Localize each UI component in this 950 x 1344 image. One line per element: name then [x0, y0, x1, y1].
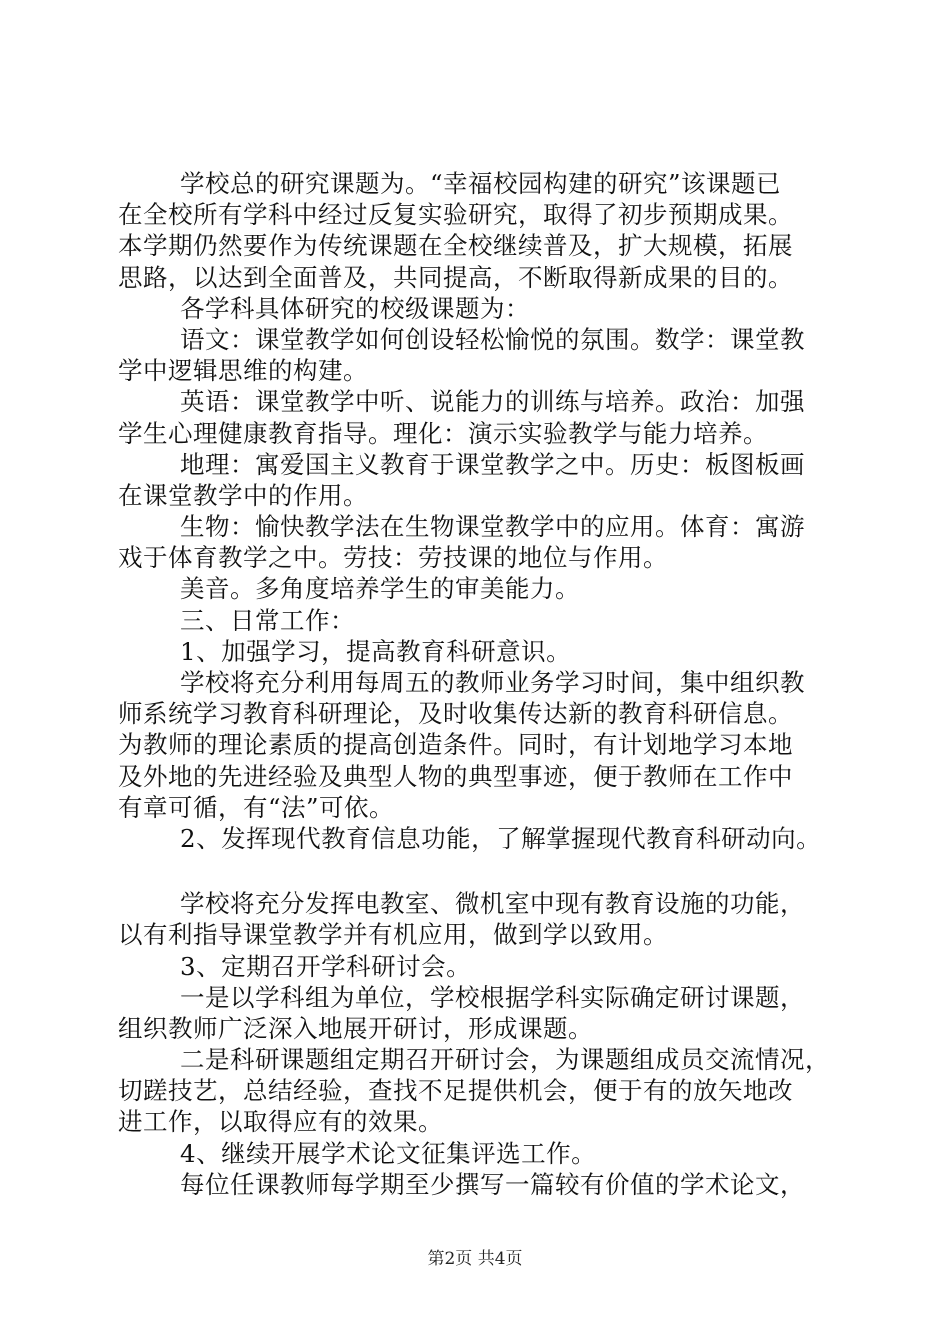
- text-line: 3、定期召开学科研讨会。: [180, 951, 472, 981]
- paragraph: [118, 324, 848, 386]
- paragraph: [118, 982, 848, 1044]
- text-line: 以有利指导课堂教学并有机应用，做到学以致用。: [118, 920, 668, 950]
- paragraph: [118, 888, 848, 950]
- document-body: [118, 168, 848, 1200]
- text-line: 4、继续开展学术论文征集评选工作。: [180, 1138, 597, 1168]
- text-line: 本学期仍然要作为传统课题在全校继续普及，扩大规模，拓展: [118, 231, 793, 261]
- page-footer: 第2页 共4页: [427, 1249, 523, 1269]
- text-line: 为教师的理论素质的提高创造条件。同时，有计划地学习本地: [118, 730, 793, 760]
- text-line: 美音。多角度培养学生的审美能力。: [180, 574, 580, 604]
- paragraph: [118, 636, 848, 667]
- paragraph: [118, 293, 848, 324]
- text-line: 1、加强学习，提高教育科研意识。: [180, 636, 572, 666]
- text-line: 有章可循，有“法”可依。: [118, 792, 395, 822]
- paragraph: [118, 667, 848, 823]
- paragraph: [118, 951, 848, 982]
- text-line: 二是科研课题组定期召开研讨会，为课题组成员交流情况，: [180, 1045, 830, 1075]
- text-line: 组织教师广泛深入地展开研讨，形成课题。: [118, 1013, 593, 1043]
- paragraph: [118, 511, 848, 573]
- text-line: 生物：愉快教学法在生物课堂教学中的应用。体育：寓游: [180, 512, 805, 542]
- text-line: 一是以学科组为单位，学校根据学科实际确定研讨课题，: [180, 982, 805, 1012]
- text-line: 地理：寓爱国主义教育于课堂教学之中。历史：板图板画: [180, 449, 805, 479]
- text-line: 师系统学习教育科研理论，及时收集传达新的教育科研信息。: [118, 699, 793, 729]
- text-line: 进工作，以取得应有的效果。: [118, 1107, 443, 1137]
- text-line: 学校总的研究课题为。“幸福校园构建的研究”该课题已: [180, 169, 782, 198]
- paragraph: [118, 1044, 848, 1138]
- text-line: 学中逻辑思维的构建。: [118, 356, 368, 386]
- paragraph: [118, 386, 848, 448]
- paragraph: [118, 1138, 848, 1169]
- paragraph: [118, 573, 848, 604]
- text-line: 及外地的先进经验及典型人物的典型事迹，便于教师在工作中: [118, 761, 793, 791]
- paragraph: [118, 1169, 848, 1200]
- text-line: 切蹉技艺，总结经验，查找不足提供机会，便于有的放矢地改: [118, 1076, 793, 1106]
- paragraph: [118, 823, 848, 854]
- text-line: 各学科具体研究的校级课题为：: [180, 293, 530, 323]
- paragraph: [118, 168, 848, 293]
- text-line: 学生心理健康教育指导。理化：演示实验教学与能力培养。: [118, 418, 768, 448]
- text-line: 学校将充分利用每周五的教师业务学习时间，集中组织教: [180, 668, 805, 697]
- text-line: 在课堂教学中的作用。: [118, 480, 368, 510]
- text-line: 在全校所有学科中经过反复实验研究，取得了初步预期成果。: [118, 200, 793, 230]
- text-line: 思路，以达到全面普及，共同提高，不断取得新成果的目的。: [118, 262, 793, 292]
- text-line: 学校将充分发挥电教室、微机室中现有教育设施的功能，: [180, 889, 805, 919]
- paragraph: [118, 449, 848, 511]
- text-line: 英语：课堂教学中听、说能力的训练与培养。政治：加强: [180, 387, 805, 417]
- paragraph: [118, 605, 848, 636]
- text-line: 语文：课堂教学如何创设轻松愉悦的氛围。数学：课堂教: [180, 324, 805, 354]
- text-line: 2、发挥现代教育信息功能，了解掌握现代教育科研动向。: [180, 823, 822, 853]
- paragraph-gap: [118, 854, 848, 888]
- text-line: 戏于体育教学之中。劳技：劳技课的地位与作用。: [118, 543, 668, 573]
- text-line: 三、日常工作：: [180, 605, 355, 635]
- text-line: 每位任课教师每学期至少撰写一篇较有价值的学术论文，: [180, 1169, 805, 1199]
